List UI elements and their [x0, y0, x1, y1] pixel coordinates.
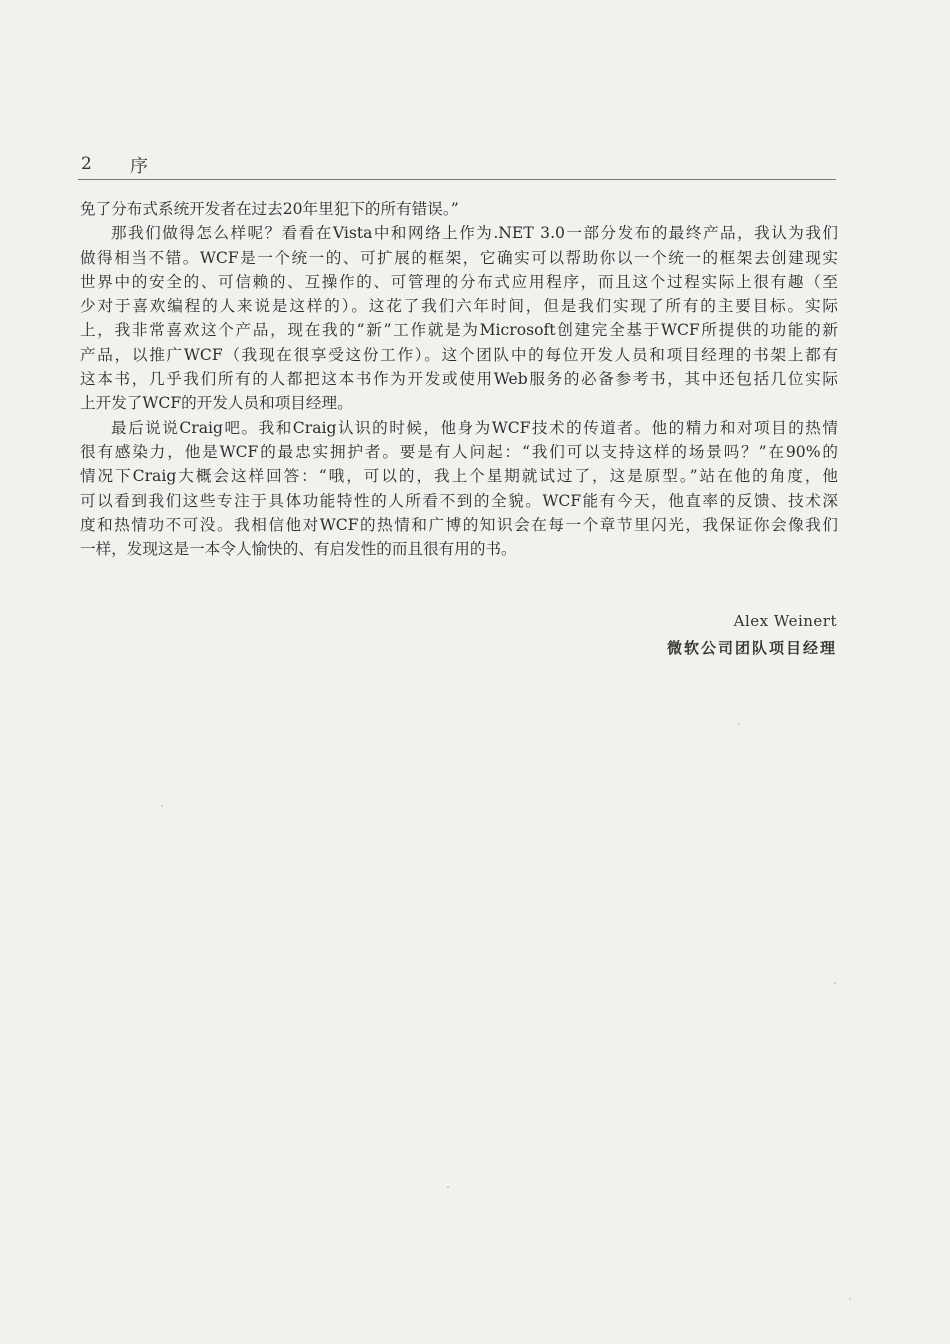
text-line: 最后说说Craig吧。我和Craig认识的时候，他身为WCF技术的传道者。他的精力和对项目的热情 [111, 418, 838, 437]
text-line: 很有感染力，他是WCF的最忠实拥护者。要是有人问起：“我们可以支持这样的场景吗？”在90%的 [80, 442, 838, 461]
body-text [80, 197, 838, 561]
text-line: 那我们做得怎么样呢？看看在Vista中和网络上作为.NET 3.0一部分发布的最终产品，我认为我们 [111, 224, 838, 243]
text-line: 做得相当不错。WCF是一个统一的、可扩展的框架，它确实可以帮助你以一个统一的框架去创建现实 [80, 248, 838, 267]
paragraph [80, 416, 838, 562]
text-line: 世界中的安全的、可信赖的、互操作的、可管理的分布式应用程序，而且这个过程实际上很有趣（至 [80, 272, 838, 291]
signature-name: Alex Weinert [733, 612, 837, 630]
text-line: 少对于喜欢编程的人来说是这样的）。这花了我们六年时间，但是我们实现了所有的主要目标。实际 [80, 297, 838, 316]
header-rule [78, 179, 836, 180]
text-line: 免了分布式系统开发者在过去20年里犯下的所有错误。” [80, 200, 459, 218]
text-line: 可以看到我们这些专注于具体功能特性的人所看不到的全貌。WCF能有今天，他直率的反馈、技术深 [80, 491, 838, 510]
scan-speck [161, 805, 163, 807]
paragraph [80, 197, 838, 221]
text-line: 一样，发现这是一本令人愉快的、有启发性的而且很有用的书。 [80, 540, 517, 559]
scan-speck [849, 1298, 851, 1300]
text-line: 这本书，几乎我们所有的人都把这本书作为开发或使用Web服务的必备参考书，其中还包括几位实际 [80, 370, 838, 389]
scan-speck [447, 1186, 449, 1188]
text-line: 上开发了WCF的开发人员和项目经理。 [80, 394, 353, 413]
text-line: 情况下Craig大概会这样回答：“哦，可以的，我上个星期就试过了，这是原型。”站在他的角度，他 [80, 467, 838, 486]
running-header [78, 148, 836, 182]
scan-speck [738, 723, 740, 725]
paragraph [80, 221, 838, 415]
text-line: 度和热情功不可没。我相信他对WCF的热情和广博的知识会在每一个章节里闪光，我保证你会像我们 [80, 515, 838, 534]
page-number: 2 [81, 154, 92, 174]
text-line: 产品，以推广WCF（我现在很享受这份工作）。这个团队中的每位开发人员和项目经理的书架上都有 [80, 345, 838, 364]
signature-title: 微软公司团队项目经理 [666, 639, 837, 657]
scan-speck [834, 982, 836, 984]
section-title: 序 [130, 156, 148, 177]
text-line: 上，我非常喜欢这个产品，现在我的“新”工作就是为Microsoft创建完全基于WCF所提供的功能的新 [80, 321, 838, 340]
